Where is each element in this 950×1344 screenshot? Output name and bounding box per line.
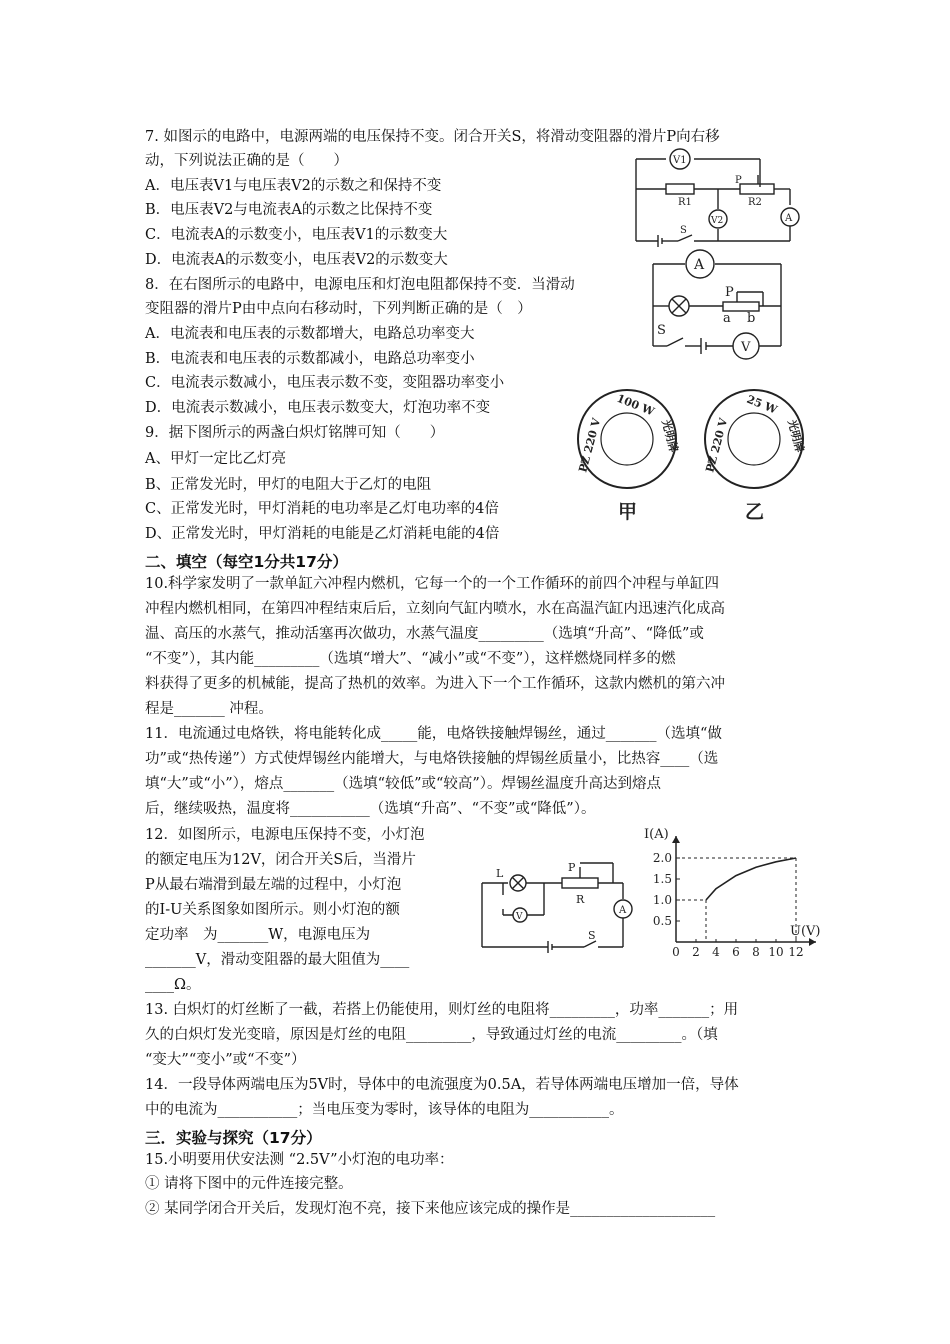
switch-label: S — [588, 929, 596, 942]
q9-option-c: C、正常发光时，甲灯消耗的电功率是乙灯电功率的4倍 — [145, 501, 499, 517]
q12-circuit-diagram — [478, 855, 633, 955]
y-tick-label: 1.5 — [652, 872, 672, 886]
voltmeter-label: V — [741, 340, 751, 355]
voltmeter-label: V — [516, 912, 523, 922]
section-2-heading: 二、填空（每空1分共17分） — [145, 553, 348, 571]
q13-line1: 13. 白炽灯的灯丝断了一截，若搭上仍能使用，则灯丝的电阻将_________，功率_______；用 — [145, 1002, 739, 1018]
q9-option-a: A、甲灯一定比乙灯亮 — [145, 451, 286, 467]
rheostat — [723, 302, 759, 311]
y-tick-label: 0.5 — [652, 914, 672, 928]
q10-line1: 10.科学家发明了一款单缸六冲程内燃机，它每一个的一个工作循环的前四个冲程与单缸四 — [145, 576, 720, 592]
q14-line2: 中的电流为___________；当电压变为零时，该导体的电阻为___________。 — [145, 1102, 624, 1118]
x-tick-label: 10 — [768, 945, 784, 959]
iu-curve — [706, 858, 796, 900]
q8-option-d: D．电流表示数减小，电压表示数变大，灯泡功率不变 — [145, 400, 491, 416]
lamp-jia-label: 甲 — [618, 501, 638, 523]
lamp-label: L — [496, 867, 504, 880]
q9-option-b: B、正常发光时，甲灯的电阻大于乙灯的电阻 — [145, 477, 432, 493]
q7-option-b: B．电压表V2与电流表A的示数之比保持不变 — [145, 202, 433, 218]
q10-line3: 温、高压的水蒸气，推动活塞再次做功，水蒸气温度_________（选填“升高”、“降低”或 — [145, 626, 704, 642]
q9-option-d: D、正常发光时，甲灯消耗的电能是乙灯消耗电能的4倍 — [145, 526, 500, 542]
q11-line3: 填“大”或“小”），熔点_______（选填“较低”或“较高”）。焊锡丝温度升高达到熔点 — [145, 776, 662, 792]
q11-line2: 功”或“热传递”）方式使焊锡丝内能增大，与电烙铁接触的焊锡丝质量小，比热容____（选 — [145, 751, 719, 767]
p-label: P — [725, 285, 734, 300]
q11-line1: 11．电流通过电烙铁，将电能转化成_____能，电烙铁接触焊锡丝，通过_______（选填“做 — [145, 726, 722, 742]
x-axis-arrow — [809, 938, 816, 946]
q15-line3: ② 某同学闭合开关后，发现灯泡不亮，接下来他应该完成的操作是____________________ — [145, 1201, 716, 1217]
q8-option-a: A．电流表和电压表的示数都增大，电路总功率变大 — [145, 326, 475, 342]
q10-line2: 冲程内燃机相同，在第四冲程结束后后，立刻向气缸内喷水，水在高温汽缸内迅速汽化成高 — [145, 601, 725, 617]
x-tick-label: 2 — [692, 945, 700, 959]
q8-stem-line1: 8．在右图所示的电路中，电源电压和灯泡电阻都保持不变．当滑动 — [145, 277, 575, 293]
lamp-jia-voltage: PZ 220 V — [576, 416, 604, 474]
x-tick-label: 0 — [672, 945, 680, 959]
q12-iu-chart — [640, 822, 830, 962]
switch-label: S — [657, 323, 666, 338]
q10-line6: 程是_______ 冲程。 — [145, 701, 273, 717]
x-tick-label: 6 — [732, 945, 740, 959]
q12-line3: P从最右端滑到最左端的过程中，小灯泡 — [145, 877, 402, 893]
q12-line1: 12．如图所示，电源电压保持不变，小灯泡 — [145, 827, 425, 843]
q10-line4: “不变”），其内能_________（选填“增大”、“减小”或“不变”），这样燃烧同样多的燃 — [145, 651, 676, 667]
lamp-yi-brand: 光明牌 — [785, 418, 807, 454]
x-axis-label: U(V) — [790, 924, 821, 939]
rheostat-r2 — [740, 184, 774, 194]
lamp-yi-power: 25 W — [744, 392, 779, 417]
q7-circuit-diagram — [630, 145, 810, 247]
q8-option-b: B．电流表和电压表的示数都减小，电路总功率变小 — [145, 351, 475, 367]
y-tick-label: 1.0 — [652, 893, 672, 907]
r-label: R — [576, 893, 585, 906]
ammeter-label: A — [785, 213, 793, 224]
v2-label: V2 — [711, 216, 724, 226]
q9-lamp-nameplates — [572, 385, 812, 525]
lamp-jia-nameplate — [576, 390, 681, 523]
resistor-r1 — [666, 184, 694, 194]
q10-line5: 料获得了更多的机械能，提高了热机的效率。为进入下一个工作循环，这款内燃机的第六冲 — [145, 676, 725, 692]
x-tick-label: 8 — [752, 945, 760, 959]
a-end-label: a — [723, 311, 731, 326]
q8-circuit-diagram — [645, 248, 790, 363]
q12-line5: 定功率 为_______W，电源电压为 — [145, 927, 371, 943]
x-tick-label: 4 — [712, 945, 720, 959]
r1-label: R1 — [678, 197, 692, 208]
section-3-heading: 三．实验与探究（17分） — [145, 1129, 322, 1147]
q12-line4: 的I-U关系图象如图所示。则小灯泡的额 — [145, 902, 400, 918]
r2-label: R2 — [748, 197, 762, 208]
q12-line7: ____Ω。 — [145, 977, 201, 993]
p-label: P — [735, 175, 742, 186]
q7-option-c: C．电流表A的示数变小，电压表V1的示数变大 — [145, 227, 448, 243]
q15-line2: ① 请将下图中的元件连接完整。 — [145, 1176, 353, 1192]
q7-option-a: A．电压表V1与电压表V2的示数之和保持不变 — [145, 178, 442, 194]
switch-label: S — [680, 225, 687, 236]
lamp-yi-label: 乙 — [745, 501, 765, 523]
lamp-yi-nameplate — [703, 390, 807, 523]
q13-line3: “变大”“变小”或“不变”） — [145, 1052, 306, 1068]
q9-stem: 9．据下图所示的两盏白炽灯铭牌可知（ ） — [145, 425, 445, 441]
q15-line1: 15.小明要用伏安法测 “2.5V”小灯泡的电功率： — [145, 1152, 454, 1168]
y-tick-label: 2.0 — [652, 851, 672, 865]
q13-line2: 久的白炽灯发光变暗，原因是灯丝的电阻_________，导致通过灯丝的电流_________。（填 — [145, 1027, 718, 1043]
ammeter-label: A — [694, 257, 705, 273]
q12-line6: _______V，滑动变阻器的最大阻值为____ — [145, 952, 410, 968]
y-axis-arrow — [672, 836, 680, 843]
rheostat — [562, 878, 598, 888]
p-label: P — [568, 861, 576, 874]
lamp-jia-power: 100 W — [614, 391, 657, 419]
y-axis-label: I(A) — [644, 827, 669, 842]
q8-stem-line2: 变阻器的滑片P由中点向右移动时，下列判断正确的是（ ） — [145, 301, 532, 317]
q12-line2: 的额定电压为12V，闭合开关S后，当滑片 — [145, 852, 416, 868]
q7-stem-line2: 动，下列说法正确的是（ ） — [145, 153, 348, 169]
q8-option-c: C．电流表示数减小，电压表示数不变，变阻器功率变小 — [145, 375, 505, 391]
b-end-label: b — [747, 311, 756, 326]
q7-stem-line1: 7. 如图示的电路中，电源两端的电压保持不变。闭合开关S，将滑动变阻器的滑片P向右移 — [145, 129, 720, 145]
lamp-yi-voltage: PZ 220 V — [703, 416, 731, 474]
x-tick-label: 12 — [788, 945, 804, 959]
lamp-jia-brand: 光明牌 — [659, 418, 681, 454]
ammeter-label: A — [619, 905, 627, 916]
q11-line4: 后，继续吸热，温度将___________（选填“升高”、“不变”或“降低”）。 — [145, 801, 596, 817]
q7-option-d: D．电流表A的示数变小，电压表V2的示数变大 — [145, 252, 448, 268]
v1-label: V1 — [673, 155, 687, 166]
q14-line1: 14．一段导体两端电压为5V时，导体中的电流强度为0.5A，若导体两端电压增加一倍，导体 — [145, 1077, 739, 1093]
